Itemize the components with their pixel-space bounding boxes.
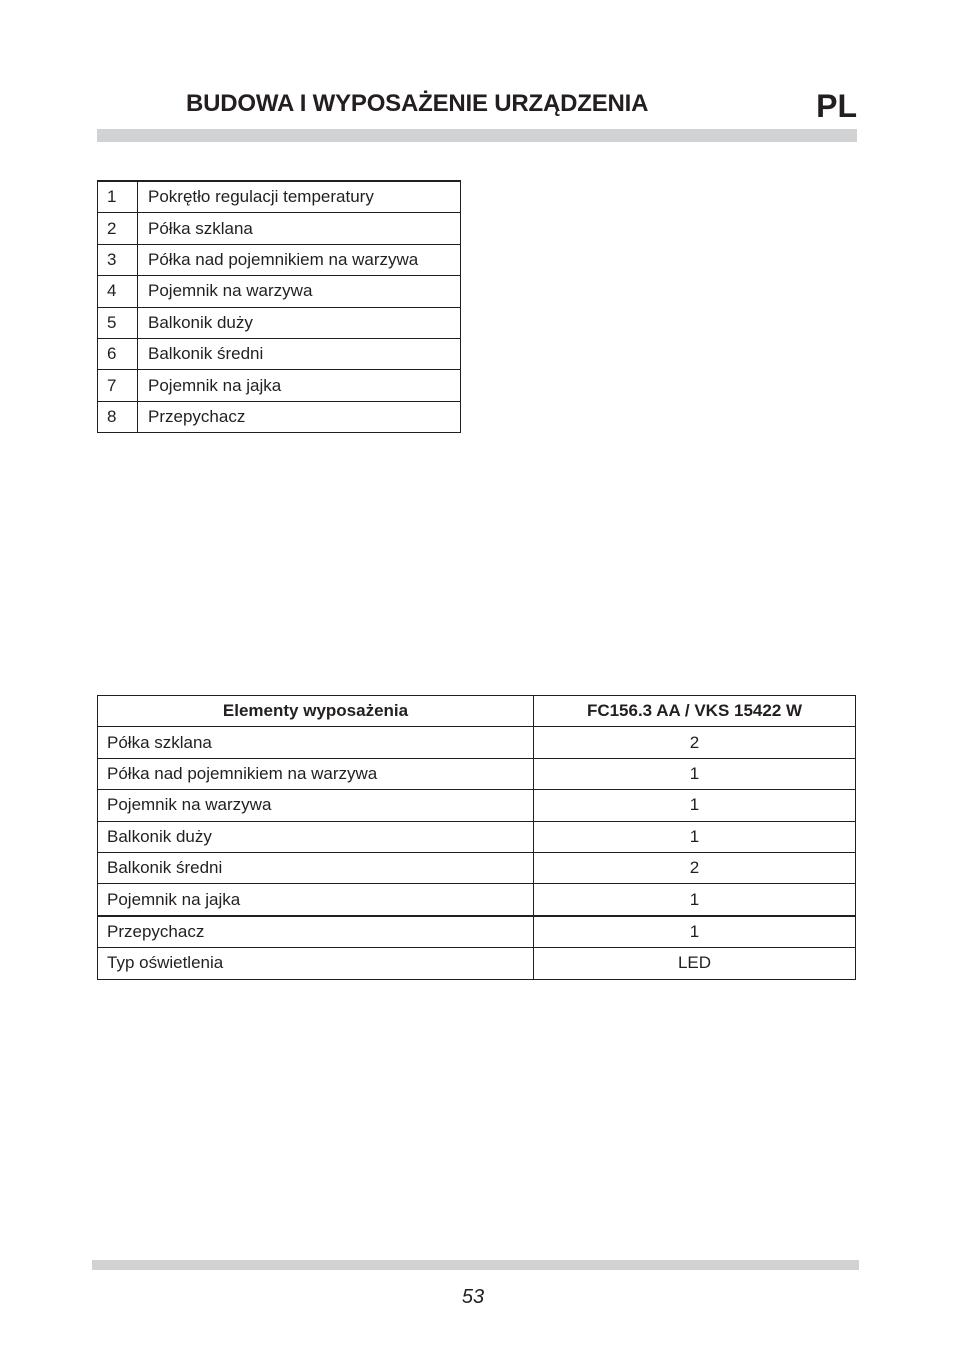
table-row [98, 884, 856, 916]
table-row [98, 727, 856, 758]
equipment-quantity: 1 [534, 821, 856, 852]
table-row [98, 276, 461, 307]
page-number: 53 [461, 1286, 485, 1308]
part-number: 5 [98, 307, 138, 338]
part-name: Półka nad pojemnikiem na warzywa [138, 244, 461, 275]
equipment-quantity: 2 [534, 727, 856, 758]
part-number: 3 [98, 244, 138, 275]
equipment-quantity: LED [534, 948, 856, 979]
part-name: Półka szklana [138, 213, 461, 244]
equipment-item: Balkonik średni [98, 852, 534, 883]
table-row [98, 821, 856, 852]
part-name: Przepychacz [138, 401, 461, 432]
table-header-row [98, 696, 856, 727]
table-row [98, 370, 461, 401]
table-row [98, 790, 856, 821]
equipment-item: Półka szklana [98, 727, 534, 758]
page-title: BUDOWA I WYPOSAŻENIE URZĄDZENIA [186, 90, 649, 117]
parts-table [97, 180, 461, 433]
part-name: Balkonik duży [138, 307, 461, 338]
equipment-quantity: 1 [534, 758, 856, 789]
table-row [98, 401, 461, 432]
equipment-quantity: 2 [534, 852, 856, 883]
part-number: 6 [98, 338, 138, 369]
equipment-item: Balkonik duży [98, 821, 534, 852]
column-header-item: Elementy wyposażenia [98, 696, 534, 727]
equipment-item: Pojemnik na jajka [98, 884, 534, 916]
table-row [98, 758, 856, 789]
part-number: 1 [98, 181, 138, 213]
language-code: PL [816, 88, 857, 124]
part-number: 4 [98, 276, 138, 307]
column-header-model: FC156.3 AA / VKS 15422 W [534, 696, 856, 727]
table-row [98, 338, 461, 369]
equipment-item: Pojemnik na warzywa [98, 790, 534, 821]
part-name: Pojemnik na warzywa [138, 276, 461, 307]
header-rule [97, 129, 857, 142]
part-number: 8 [98, 401, 138, 432]
table-row [98, 244, 461, 275]
table-row [98, 948, 856, 979]
part-name: Pojemnik na jajka [138, 370, 461, 401]
table-row [98, 213, 461, 244]
equipment-quantity: 1 [534, 884, 856, 916]
footer-rule [92, 1260, 859, 1270]
table-row [98, 916, 856, 948]
equipment-table [97, 695, 856, 980]
equipment-item: Typ oświetlenia [98, 948, 534, 979]
part-name: Balkonik średni [138, 338, 461, 369]
equipment-item: Półka nad pojemnikiem na warzywa [98, 758, 534, 789]
equipment-item: Przepychacz [98, 916, 534, 948]
equipment-quantity: 1 [534, 790, 856, 821]
table-row [98, 852, 856, 883]
part-name: Pokrętło regulacji temperatury [138, 181, 461, 213]
table-row [98, 307, 461, 338]
part-number: 7 [98, 370, 138, 401]
equipment-quantity: 1 [534, 916, 856, 948]
table-row [98, 181, 461, 213]
part-number: 2 [98, 213, 138, 244]
